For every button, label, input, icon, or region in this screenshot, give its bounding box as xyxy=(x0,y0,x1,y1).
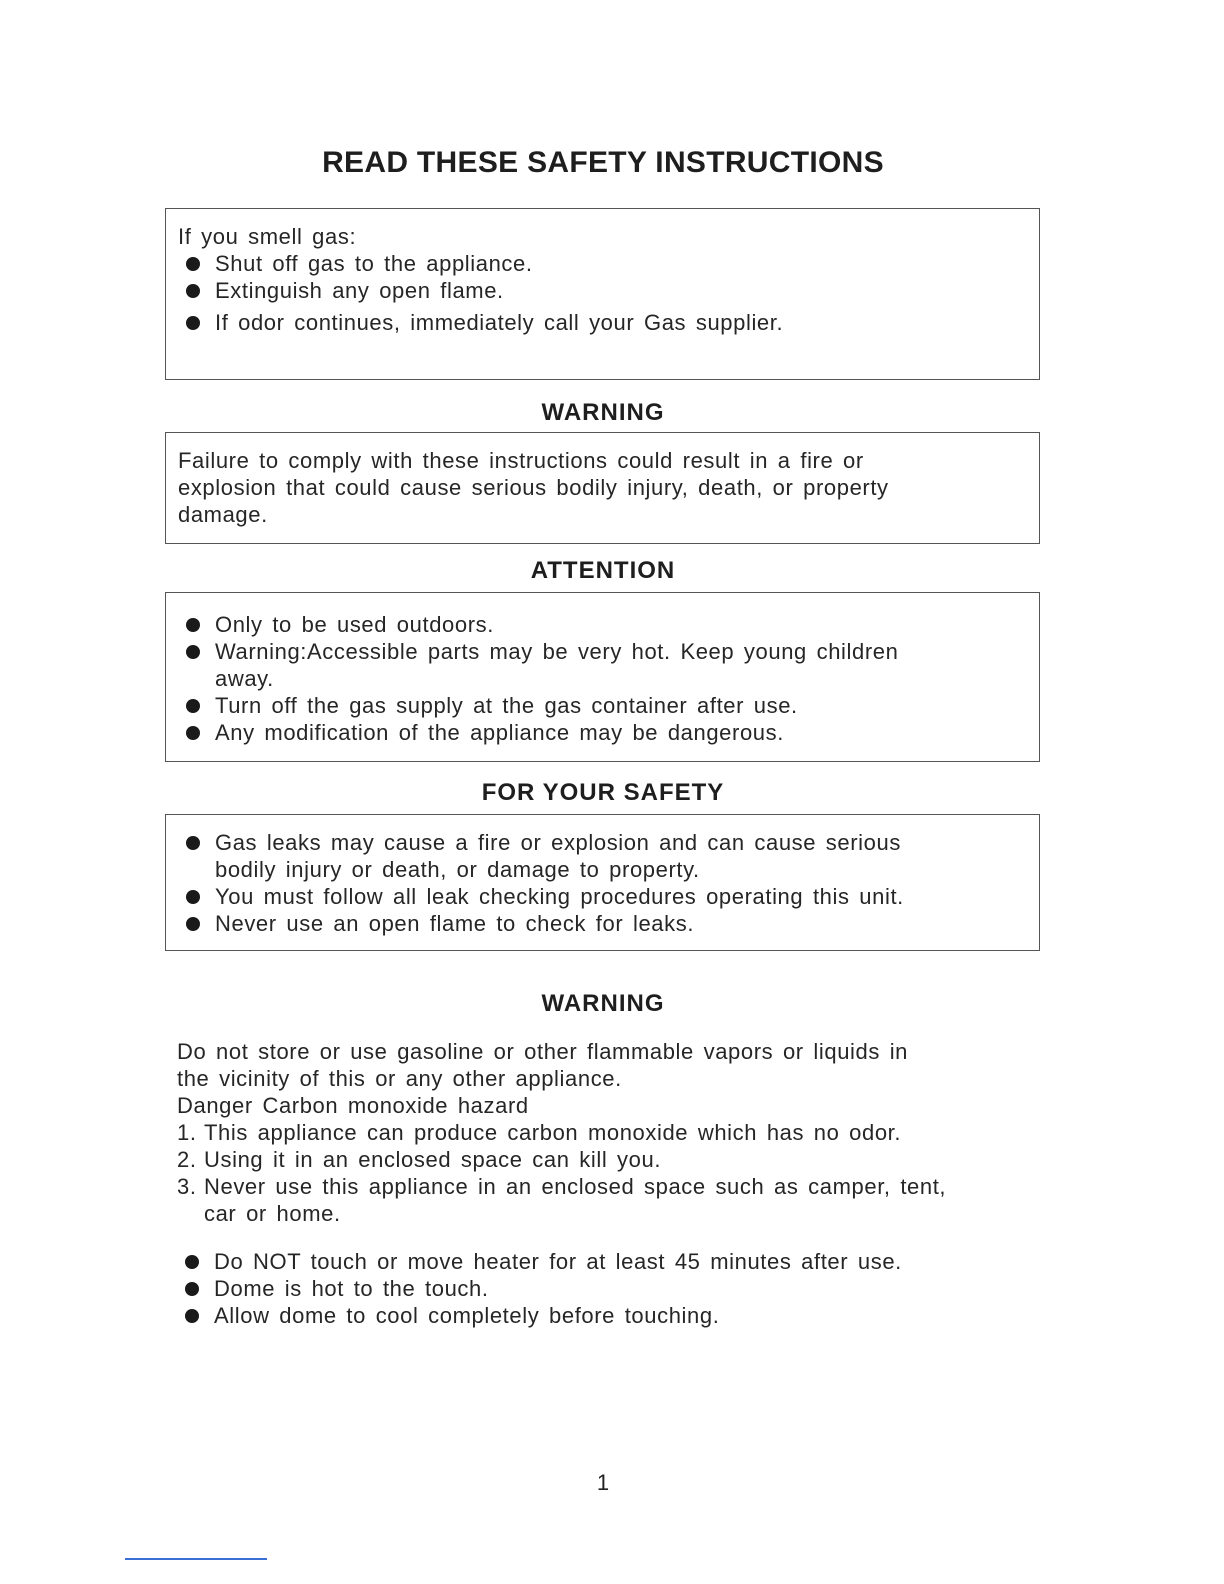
numbered-item-text: Using it in an enclosed space can kill you. xyxy=(204,1147,662,1172)
gas-smell-item-text: If odor continues, immediately call your Gas supplier. xyxy=(215,310,784,335)
gas-smell-item-text: Extinguish any open flame. xyxy=(215,278,504,303)
attention-heading: ATTENTION xyxy=(530,557,676,584)
safety-item-text: bodily injury or death, or damage to property. xyxy=(215,857,700,882)
item-number: 3. xyxy=(177,1174,197,1199)
bullet-icon xyxy=(186,890,200,904)
gas-smell-item xyxy=(178,309,1027,336)
page-number: 1 xyxy=(596,1470,610,1495)
attention-item-text: Any modification of the appliance may be dangerous. xyxy=(215,720,784,745)
co-warning-line: Danger Carbon monoxide hazard xyxy=(177,1093,529,1118)
attention-item xyxy=(178,611,1027,638)
warning-heading: WARNING xyxy=(541,399,665,426)
co-warning-line: the vicinity of this or any other appliance. xyxy=(177,1066,622,1091)
bullet-icon xyxy=(186,699,200,713)
attention-item-text: away. xyxy=(215,666,274,691)
safety-item xyxy=(178,910,1027,937)
bullet-icon xyxy=(186,726,200,740)
safety-item-text: You must follow all leak checking procedures operating this unit. xyxy=(215,884,904,909)
item-number: 1. xyxy=(177,1120,197,1145)
bullet-icon xyxy=(185,1255,199,1269)
safety-heading: FOR YOUR SAFETY xyxy=(481,779,725,806)
safety-item xyxy=(178,883,1027,910)
attention-item xyxy=(178,638,1027,692)
safety-item xyxy=(178,829,1027,883)
numbered-item xyxy=(177,1119,1047,1146)
attention-item xyxy=(178,719,1027,746)
numbered-item xyxy=(177,1146,1047,1173)
bullet-icon xyxy=(186,917,200,931)
gas-smell-item xyxy=(178,277,1027,304)
attention-box xyxy=(165,592,1040,762)
footer-rule xyxy=(125,1558,267,1560)
numbered-item-text: This appliance can produce carbon monoxide which has no odor. xyxy=(204,1120,902,1145)
numbered-item xyxy=(177,1173,1047,1227)
co-warning-line: Do not store or use gasoline or other flammable vapors or liquids in xyxy=(177,1039,909,1064)
bullet-icon xyxy=(186,645,200,659)
warning-box xyxy=(165,432,1040,544)
attention-item-text: Turn off the gas supply at the gas container after use. xyxy=(215,693,798,718)
warning-line: explosion that could cause serious bodily injury, death, or property xyxy=(178,475,889,500)
bullet-icon xyxy=(186,618,200,632)
safety-item-text: Never use an open flame to check for leaks. xyxy=(215,911,695,936)
bullet-icon xyxy=(186,316,200,330)
bullet-icon xyxy=(186,836,200,850)
attention-item-text: Only to be used outdoors. xyxy=(215,612,494,637)
gas-smell-item-text: Shut off gas to the appliance. xyxy=(215,251,533,276)
safety-item-text: Gas leaks may cause a fire or explosion and can cause serious xyxy=(215,830,901,855)
attention-item xyxy=(178,692,1027,719)
dome-warning-item xyxy=(177,1302,1047,1329)
dome-warning-list xyxy=(177,1248,1047,1329)
warning-heading-2: WARNING xyxy=(541,990,665,1017)
bullet-icon xyxy=(186,257,200,271)
co-warning-block xyxy=(177,1038,1047,1227)
safety-box xyxy=(165,814,1040,951)
dome-warning-item xyxy=(177,1248,1047,1275)
gas-smell-item xyxy=(178,250,1027,277)
warning-line: Failure to comply with these instructions could result in a fire or xyxy=(178,448,864,473)
numbered-item-text: Never use this appliance in an enclosed space such as camper, tent, xyxy=(204,1174,947,1199)
dome-warning-text: Allow dome to cool completely before touching. xyxy=(214,1303,720,1328)
bullet-icon xyxy=(185,1282,199,1296)
page-title: READ THESE SAFETY INSTRUCTIONS xyxy=(322,146,884,179)
dome-warning-item xyxy=(177,1275,1047,1302)
bullet-icon xyxy=(186,284,200,298)
numbered-item-text: car or home. xyxy=(204,1201,341,1226)
attention-item-text: Warning:Accessible parts may be very hot. Keep young children xyxy=(215,639,899,664)
gas-smell-box xyxy=(165,208,1040,380)
item-number: 2. xyxy=(177,1147,197,1172)
bullet-icon xyxy=(185,1309,199,1323)
warning-line: damage. xyxy=(178,502,268,527)
dome-warning-text: Do NOT touch or move heater for at least 45 minutes after use. xyxy=(214,1249,902,1274)
dome-warning-text: Dome is hot to the touch. xyxy=(214,1276,489,1301)
gas-smell-intro: If you smell gas: xyxy=(178,224,357,249)
